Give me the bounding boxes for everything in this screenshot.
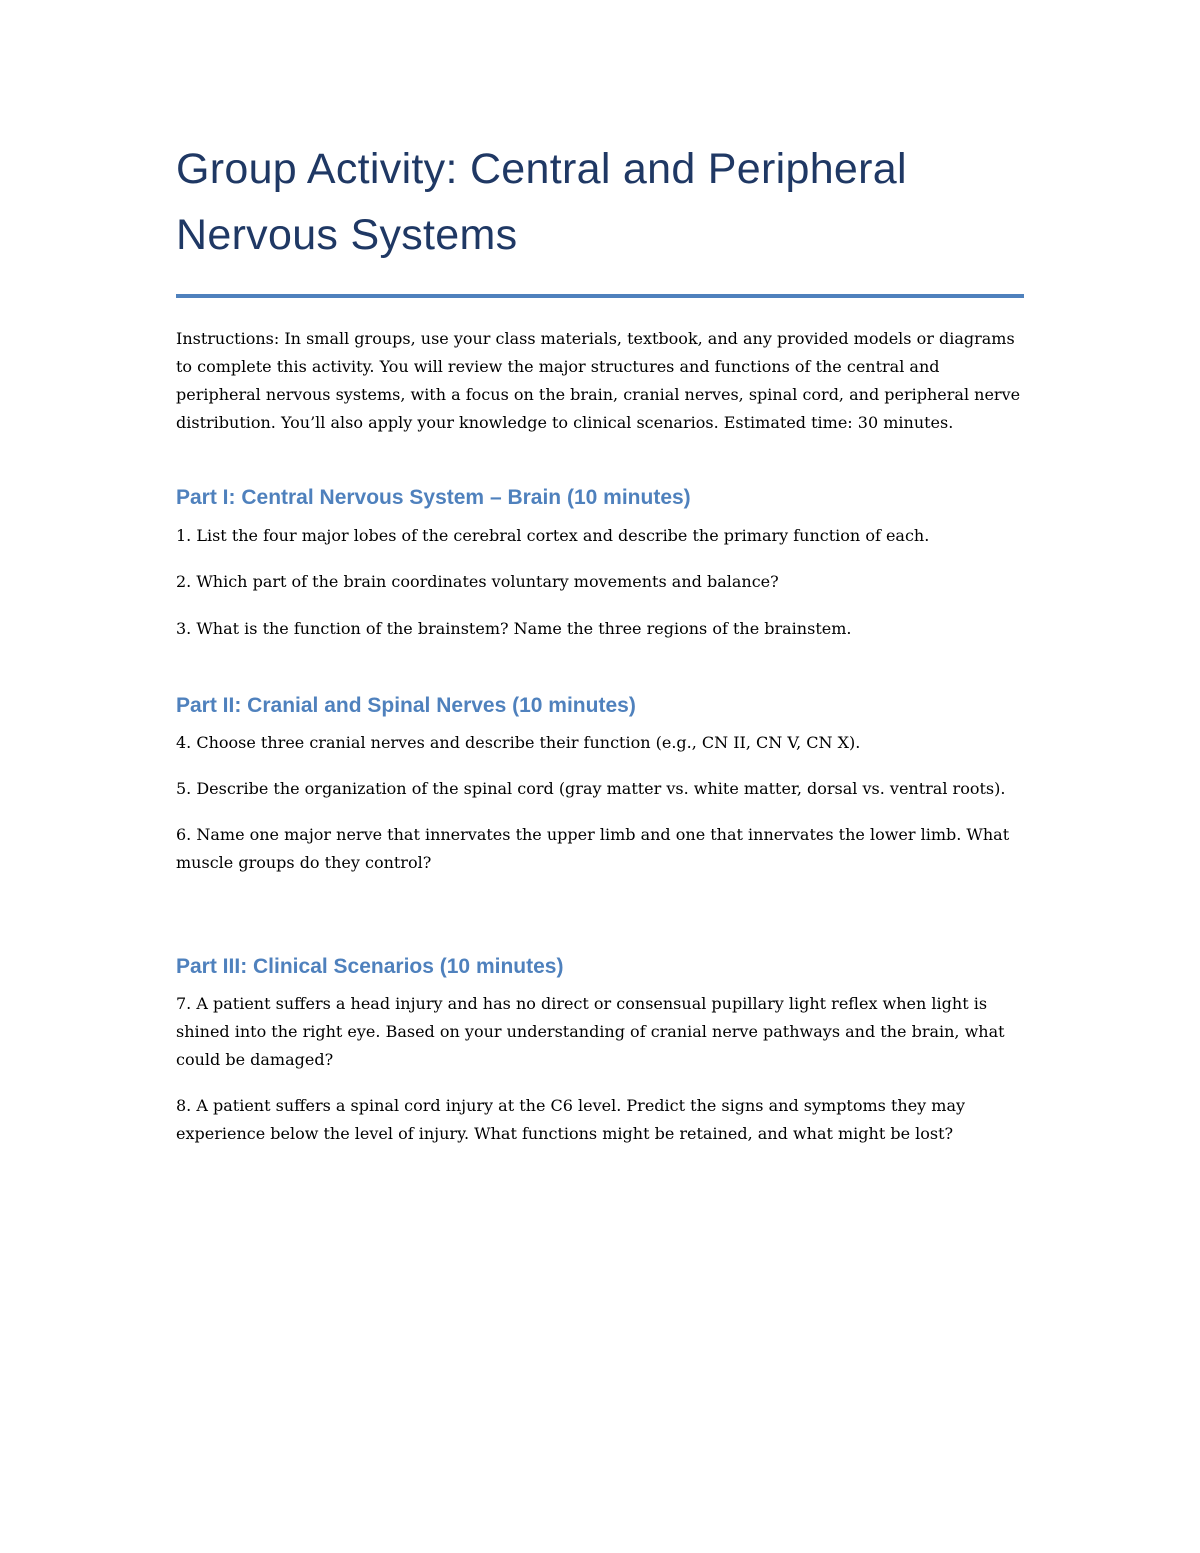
question-item: 6. Name one major nerve that innervates the upper limb and one that innervates the lower limb. What muscle groups do they control? [176,825,1010,872]
instructions-paragraph: Instructions: In small groups, use your class materials, textbook, and any provided models or diagrams to complete this activity. You will review the major structures and functions of the central and peripheral nervous systems, with a focus on the brain, cranial nerves, spinal cord, and peripheral nerve distribution. You’ll also apply your knowledge to clinical scenarios. Estimated time: 30 minutes. [176,329,1021,432]
section-heading: Part III: Clinical Scenarios (10 minutes) [176,955,564,978]
page-title: Group Activity: Central and Peripheral Nervous Systems [176,145,907,259]
question-item: 2. Which part of the brain coordinates voluntary movements and balance? [176,572,779,591]
question-item: 5. Describe the organization of the spinal cord (gray matter vs. white matter, dorsal vs. ventral roots). [176,779,1006,798]
question-item: 1. List the four major lobes of the cerebral cortex and describe the primary function of each. [176,526,930,545]
section-part-2 [176,692,1024,877]
section-part-3 [176,953,1024,1148]
document-content [176,136,1026,437]
section-part-1 [176,484,1024,643]
section-heading: Part I: Central Nervous System – Brain (10 minutes) [176,486,691,509]
question-item: 8. A patient suffers a spinal cord injury at the C6 level. Predict the signs and symptoms they may experience below the level of injury. What functions might be retained, and what might be lost? [176,1096,966,1143]
question-item: 4. Choose three cranial nerves and describe their function (e.g., CN II, CN V, CN X). [176,733,861,752]
section-heading: Part II: Cranial and Spinal Nerves (10 minutes) [176,694,636,717]
question-item: 3. What is the function of the brainstem? Name the three regions of the brainstem. [176,619,852,638]
title-divider [176,294,1024,298]
question-item: 7. A patient suffers a head injury and has no direct or consensual pupillary light reflex when light is shined into the right eye. Based on your understanding of cranial nerve pathways and the brain, what could be damaged? [176,994,1005,1069]
